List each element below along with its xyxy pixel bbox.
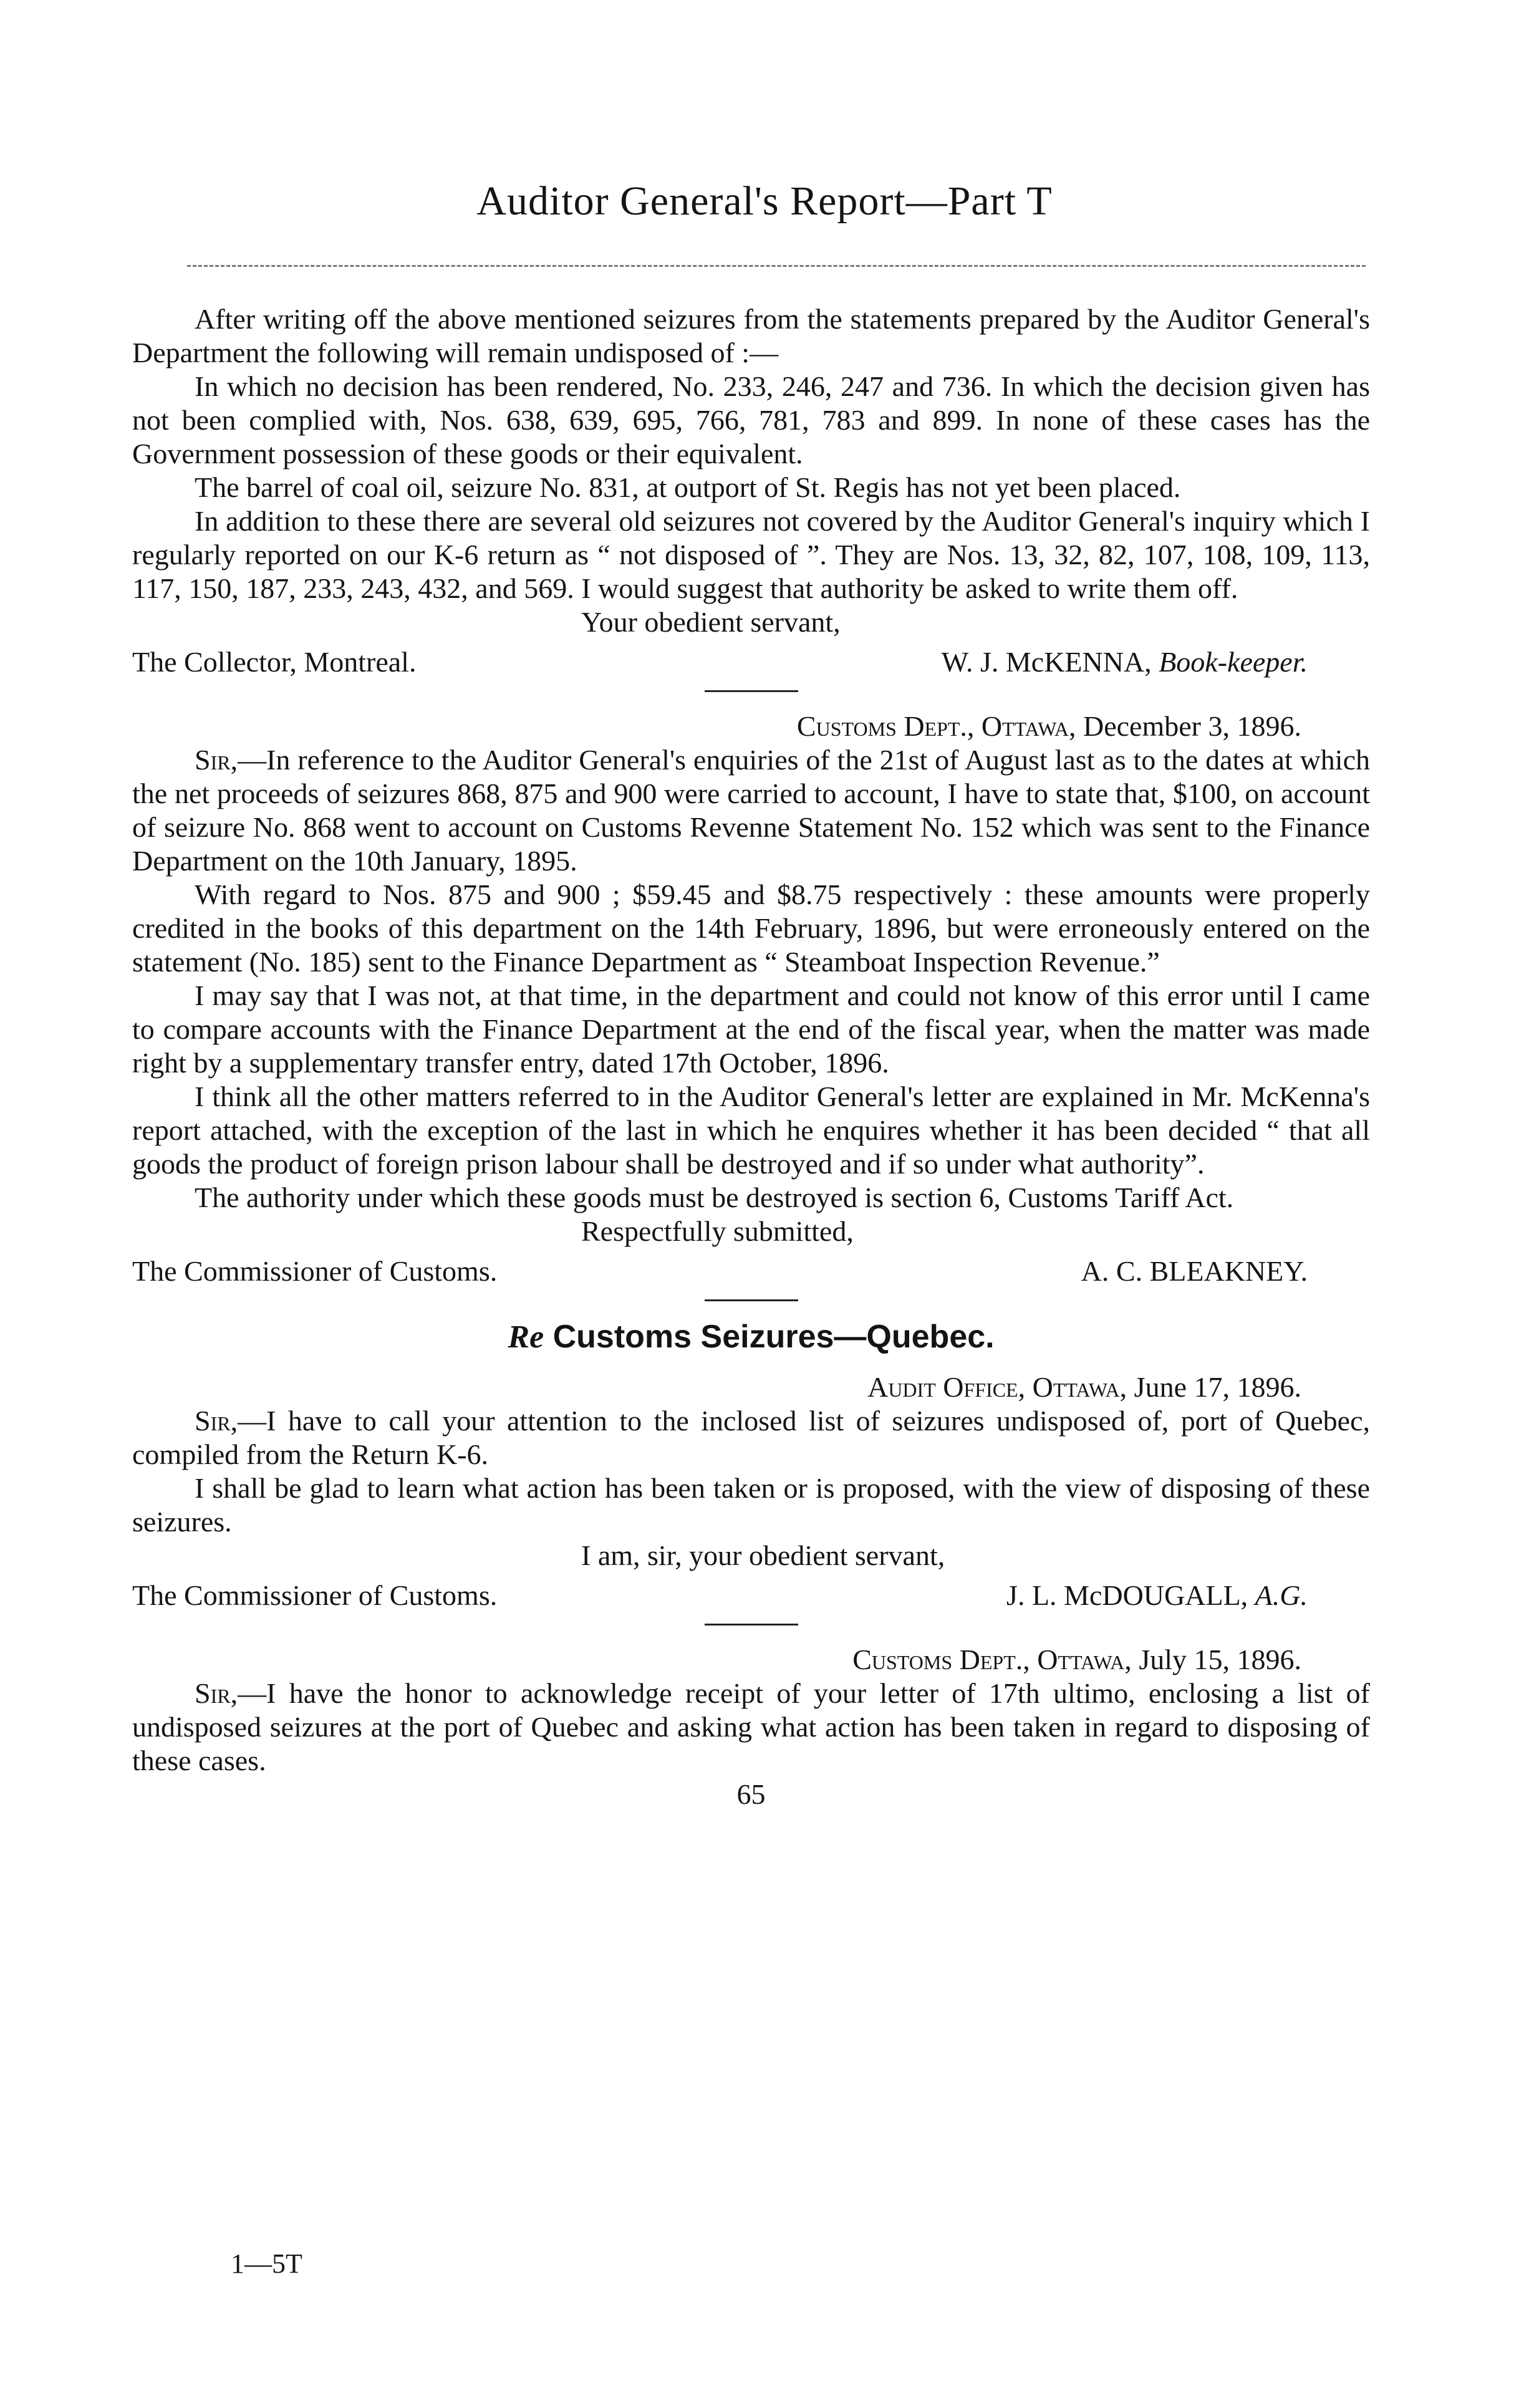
signature-mark: 1—5T [231,2248,302,2279]
paragraph: I may say that I was not, at that time, in the department and could not know of this error until I came to compare accounts with the Finance Department at the end of the fiscal year, when the matter was made right by a supplementary transfer entry, dated 17th October, 1896. [132,980,1370,1079]
dateline-date: December 3, 1896. [1083,710,1301,742]
closing: Your obedient servant, [581,606,841,638]
signature-row [132,645,1370,679]
document-body [132,302,1370,1811]
signature-row [132,1255,1370,1288]
paragraph-text: —In reference to the Auditor General's enquiries of the 21st of August last as to the dates at which the net proceeds of seizures 868, 875 and 900 were carried to account, I have to state that, $100, on account of seizure No. 868 went to account on Customs Revenne Statement No. 152 which was sent to the Finance Department on the 10th January, 1895. [132,744,1370,877]
paragraph: In which no decision has been rendered, No. 233, 246, 247 and 736. In which the decision given has not been complied with, Nos. 638, 639, 695, 766, 781, 783 and 899. In none of these cases has the Government possession of these goods or their equivalent. [132,370,1370,470]
section-title [132,1320,1370,1354]
paragraph [132,1404,1370,1471]
signature [942,645,1370,679]
dateline [132,710,1370,743]
section-title-re: Re [508,1319,544,1355]
dateline [132,1643,1370,1677]
dateline-place: Customs Dept., Ottawa, [852,1644,1132,1675]
dateline-date: July 15, 1896. [1139,1644,1301,1675]
salutation: Sir, [195,744,238,776]
paragraph: The barrel of coal oil, seizure No. 831, at outport of St. Regis has not yet been placed. [195,471,1181,503]
paragraph: The authority under which these goods must be destroyed is section 6, Customs Tariff Act. [195,1182,1234,1213]
dateline-place: Audit Office, Ottawa, [867,1371,1127,1403]
separator-rule [705,1299,798,1301]
signature-title: A.G. [1255,1579,1308,1611]
dateline [132,1370,1370,1404]
salutation: Sir, [195,1677,238,1709]
paragraph: In addition to these there are several old seizures not covered by the Auditor General's inquiry which I regularly reported on our K-6 return as “ not disposed of ”. They are Nos. 13, 32, 82, 107, 108, 109, 113, 117, 150, 187, 233, 243, 432, and 569. I would suggest that authority be asked to write them off. [132,505,1370,604]
paragraph: With regard to Nos. 875 and 900 ; $59.45 and $8.75 respectively : these amounts were properly credited in the books of this department on the 14th February, 1896, but were erroneously entered on the statement (No. 185) sent to the Finance Department as “ Steamboat Inspection Revenue.” [132,879,1370,978]
addressee: The Collector, Montreal. [132,646,417,678]
separator-rule [705,690,798,692]
paragraph [132,743,1370,878]
dateline-place: Customs Dept., Ottawa, [796,710,1076,742]
separator-rule [705,1624,798,1625]
page-header: Auditor General's Report—Part T [476,178,1053,224]
signature-title: Book-keeper. [1159,646,1308,678]
paragraph-text: —I have to call your attention to the inclosed list of seizures undisposed of, port of Quebec, compiled from the Return K-6. [132,1405,1370,1470]
page-number: 65 [736,1778,766,1810]
paragraph-text: —I have the honor to acknowledge receipt of your letter of 17th ultimo, enclosing a list of undisposed seizures at the port of Quebec and asking what action has been taken in regard to disposing of these cases. [132,1677,1370,1776]
signature-name: A. C. BLEAKNEY. [1081,1255,1308,1287]
salutation: Sir, [195,1405,238,1437]
addressee: The Commissioner of Customs. [132,1255,498,1287]
signature-name: W. J. McKENNA, [941,646,1152,678]
signature [1006,1579,1370,1612]
header-rule [187,265,1366,267]
section-title-text: Customs Seizures—Quebec. [552,1319,995,1355]
paragraph: After writing off the above mentioned seizures from the statements prepared by the Auditor General's Department the following will remain undisposed of :— [132,303,1370,368]
dateline-date: June 17, 1896. [1134,1371,1301,1403]
addressee: The Commissioner of Customs. [132,1579,498,1611]
closing: I am, sir, your obedient servant, [581,1539,945,1571]
paragraph: I think all the other matters referred to in the Auditor General's letter are explained in Mr. McKenna's report attached, with the exception of the last in which he enquires whether it has been decided “ that all goods the product of foreign prison labour shall be destroyed and if so under what authority”. [132,1081,1370,1180]
closing: Respectfully submitted, [581,1215,854,1247]
signature-name: J. L. McDOUGALL, [1006,1579,1248,1611]
signature-row [132,1579,1370,1612]
paragraph: I shall be glad to learn what action has been taken or is proposed, with the view of disposing of these seizures. [132,1472,1370,1538]
paragraph [132,1677,1370,1778]
